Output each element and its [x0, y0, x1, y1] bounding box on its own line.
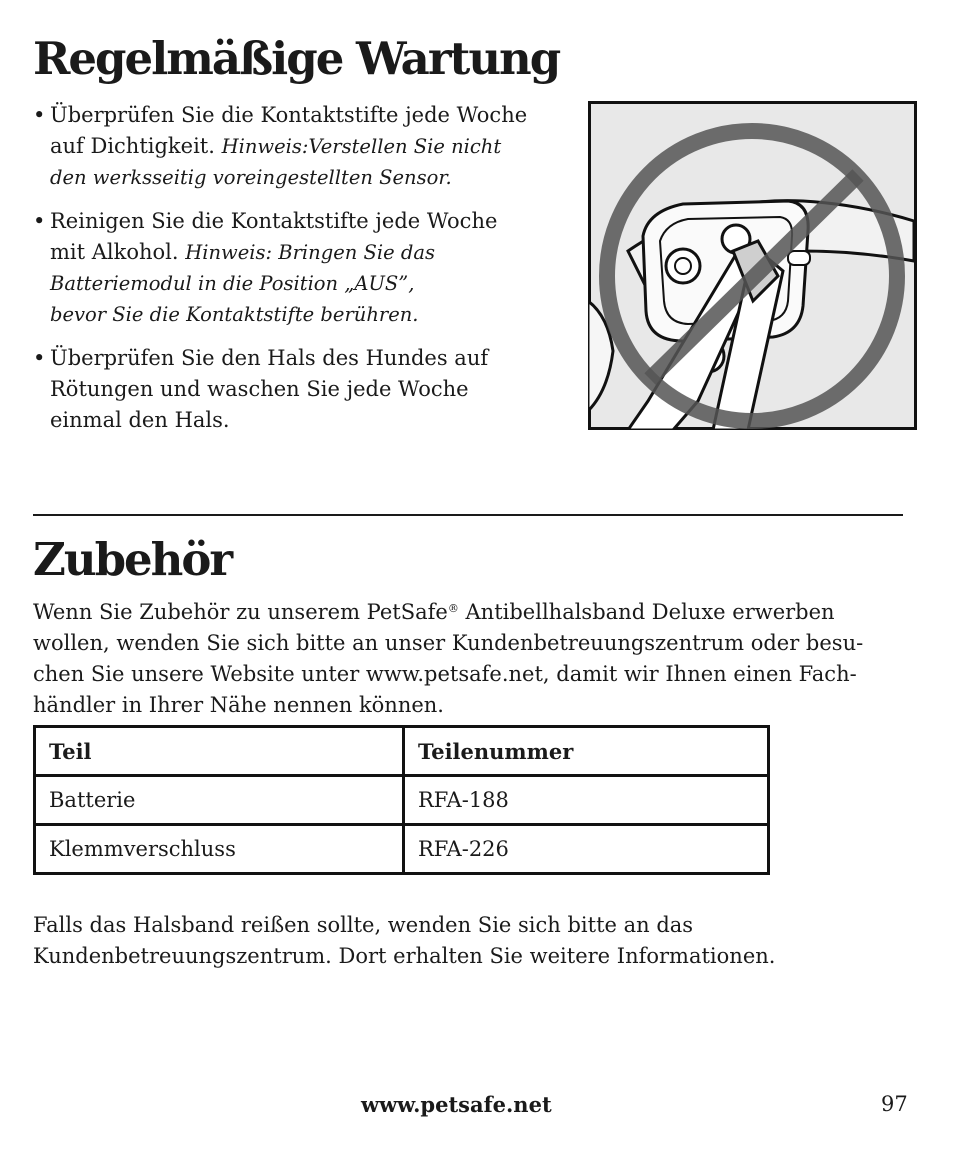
bullet-marker: •: [33, 209, 46, 233]
bullet-text: Reinigen Sie die Kontaktstifte jede Woche: [50, 209, 498, 233]
bullet-text: Rötungen und waschen Sie jede Woche: [50, 377, 469, 401]
bullet-note: Batteriemodul in die Position „AUS”,: [50, 272, 415, 295]
section-divider: [33, 514, 903, 516]
paragraph-text: Wenn Sie Zubehör zu unserem PetSafe: [33, 600, 448, 624]
bullet-marker: •: [33, 346, 46, 370]
bullet-note: Hinweis: Bringen Sie das: [185, 241, 435, 264]
table-row: [35, 825, 769, 874]
bullet-text: auf Dichtigkeit.: [50, 134, 222, 158]
paragraph-line: Kundenbetreuungszentrum. Dort erhalten Sie weitere Informationen.: [33, 944, 776, 968]
paragraph-line: wollen, wenden Sie sich bitte an unser Kundenbetreuungszentrum oder besu-: [33, 631, 864, 655]
table-cell-part: Klemmverschluss: [35, 825, 404, 874]
section-title-maintenance: Regelmäßige Wartung: [33, 32, 560, 85]
column-header-part: Teil: [35, 727, 404, 776]
page-number: 97: [881, 1092, 908, 1116]
bullet-note: bevor Sie die Kontaktstifte berühren.: [50, 303, 419, 326]
bullet-marker: •: [33, 103, 46, 127]
paragraph-line: händler in Ihrer Nähe nennen können.: [33, 693, 444, 717]
bullet-text: Überprüfen Sie die Kontaktstifte jede Woche: [50, 103, 528, 127]
bullet-note: den werksseitig voreingestellten Sensor.: [50, 166, 452, 189]
section-title-accessories: Zubehör: [33, 533, 232, 586]
maintenance-bullet-list: [33, 100, 568, 449]
paragraph-text: Antibellhalsband Deluxe erwerben: [458, 600, 835, 624]
paragraph-line: [33, 593, 913, 628]
no-tool-on-collar-prohibition-icon: [588, 101, 917, 430]
column-header-part-number: Teilenummer: [404, 727, 769, 776]
table-cell-part: Batterie: [35, 776, 404, 825]
registered-mark: ®: [447, 602, 459, 615]
bullet-item-check-pins: [33, 100, 568, 193]
bullet-text: mit Alkohol.: [50, 240, 186, 264]
table-cell-part-number: RFA-188: [404, 776, 769, 825]
accessories-intro-paragraph: [33, 593, 913, 721]
footer-website-url: www.petsafe.net: [361, 1092, 552, 1117]
table-cell-part-number: RFA-226: [404, 825, 769, 874]
bullet-text: Überprüfen Sie den Hals des Hundes auf: [50, 346, 489, 370]
bullet-text: einmal den Hals.: [50, 408, 230, 432]
parts-table: [33, 725, 770, 875]
accessories-outro-paragraph: [33, 910, 913, 972]
table-header-row: [35, 727, 769, 776]
bullet-note: Hinweis:Verstellen Sie nicht: [221, 135, 502, 158]
paragraph-line: Falls das Halsband reißen sollte, wenden Sie sich bitte an das: [33, 913, 694, 937]
bullet-item-check-neck: [33, 343, 568, 436]
table-row: [35, 776, 769, 825]
paragraph-line: chen Sie unsere Website unter www.petsafe.net, damit wir Ihnen einen Fach-: [33, 662, 857, 686]
bullet-item-clean-pins: [33, 206, 568, 330]
